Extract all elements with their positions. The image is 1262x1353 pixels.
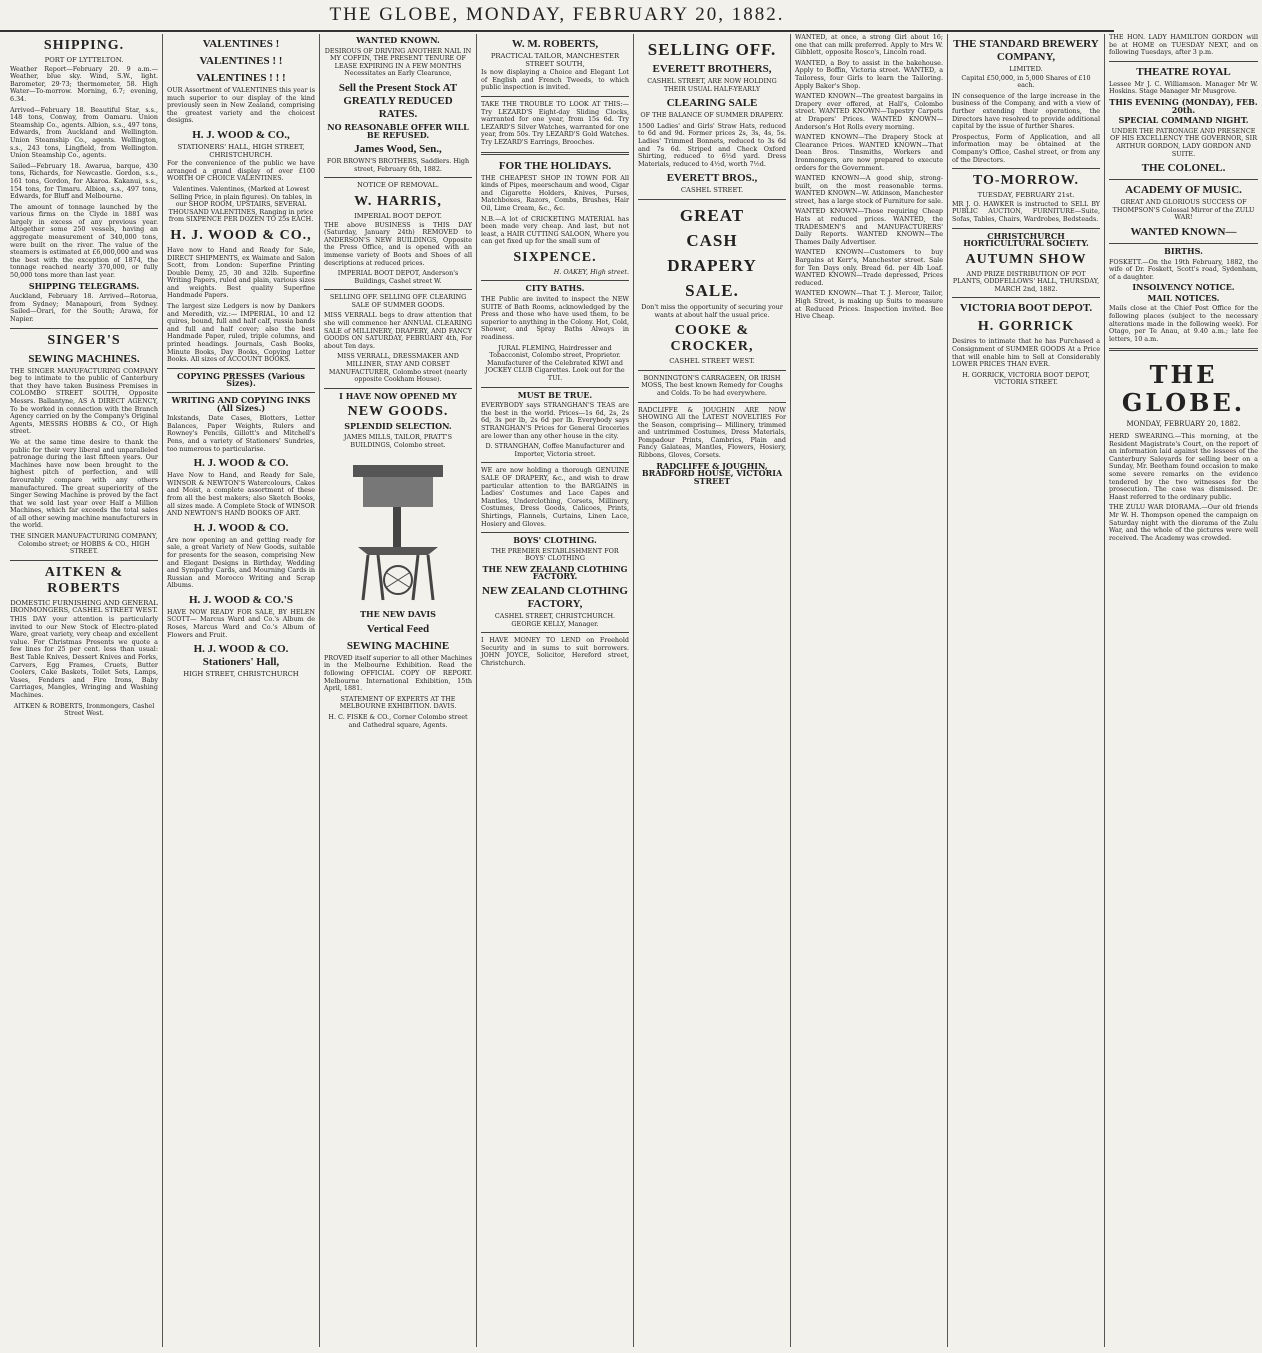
- wood-heading-3: H. J. WOOD & CO.: [193, 457, 289, 470]
- horticultural-heading: CHRISTCHURCH HORTICULTURAL SOCIETY.: [963, 230, 1089, 249]
- shipping-heading: SHIPPING.: [43, 38, 125, 53]
- port-heading: PORT OF LYTTELTON.: [44, 56, 124, 64]
- drapery-heading: DRAPERY: [667, 255, 757, 275]
- oakey-signature: H. OAKEY, High street.: [553, 267, 629, 276]
- james-wood-heading: James Wood, Sen.,: [354, 143, 442, 156]
- wood-heading-1: H. J. WOOD & CO.,: [192, 128, 290, 141]
- divider: [324, 388, 472, 389]
- arrived-list: Arrived—February 18. Beautiful Star, s.s., 148 tons, Conway, from Oamaru. Union Steamship Co., agents. Albion, s.s., 497 tons, Edwards, from Auckland and Wellington. Union Steamship Co., agents. Wellington, s.s., 243 tons, Lingfield, from Wellington. Union Steamship Co., agents.: [10, 105, 158, 160]
- divider: [952, 168, 1100, 169]
- nz-clothing-heading: NEW ZEALAND CLOTHING FACTORY,: [482, 585, 628, 611]
- sixpence-heading: SIXPENCE.: [513, 249, 597, 265]
- column-8: [1105, 34, 1262, 1347]
- divider: [638, 370, 786, 371]
- wanted-list-6: WANTED KNOWN—That T. J. Mercer, Tailor, High Street, is making up Suits to measure at Reduced Prices. Inspection invited. Bee Hive Cheap.: [795, 289, 943, 321]
- jural-fleming: JURAL FLEMING, Hairdresser and Tobacconist, Colombo street, Proprietor. Manufacturer of the Celebrated KIWI and JOCKEY CLUB Cigarettes. Look out for the TUI.: [485, 343, 625, 382]
- wood-heading-2: H. J. WOOD & CO.,: [170, 227, 312, 243]
- singer-body-2: We at the same time desire to thank the public for their very liberal and unparalleled patronage during the last fifteen years. Our Machines have now been brought to the highest pitch of perfection, and will favourably compare with any others manufactured. The great superiority of the Singer Sewing Machine is proved by the fact that we sold last year over Half a Million Machines, which far exceeds the total sales of all other sewing machine manufacturers in the world.: [10, 437, 158, 530]
- cash-heading: CASH: [686, 230, 738, 250]
- column-6: [791, 34, 948, 1347]
- everett-subheading: CASHEL STREET, ARE NOW HOLDING THEIR USUAL HALF-YEARLY: [647, 77, 777, 93]
- divider: [481, 532, 629, 533]
- opened-heading: I HAVE NOW OPENED MY: [339, 390, 457, 401]
- births-body: FOSKETT.—On the 19th February, 1882, the wife of Dr. Foskett, Scott's road, Sydenham, of a daughter.: [1109, 257, 1258, 281]
- divider: [324, 177, 472, 178]
- column-7: [948, 34, 1105, 1347]
- everett-bros-sub: CASHEL STREET.: [680, 186, 744, 195]
- shipping-notes: The amount of tonnage launched by the various firms on the Clyde in 1881 was largely in excess of any previous year. Altogether some 250 vessels, having an aggregate measurement of 340,000 tons, were built on the river. The value of the steamers is estimated at £6,000,000 and was the best with the exception of 1874, the tonnage reached nearly 370,000, or fully 50,000 tons more than last year.: [10, 202, 158, 280]
- gorrick-signature: H. GORRICK, VICTORIA BOOT DEPOT, VICTORIA STREET.: [962, 370, 1090, 387]
- autumn-show-sub: AND PRIZE DISTRIBUTION OF POT PLANTS, ODDFELLOWS' HALL, THURSDAY, MARCH 2nd, 1882.: [952, 269, 1100, 293]
- sewing-machine-illustration: [343, 455, 453, 605]
- births-heading: BIRTHS.: [1164, 245, 1203, 256]
- column-2: [163, 34, 320, 1347]
- selling-off-heading: SELLING OFF.: [647, 40, 777, 59]
- divider: [481, 152, 629, 155]
- davis-heading: THE NEW DAVIS: [360, 609, 436, 620]
- removal-notice: NOTICE OF REMOVAL.: [356, 181, 440, 190]
- harris-body: THE above BUSINESS is THIS DAY (Saturday, January 24th) REMOVED to ANDERSON'S NEW BUILDINGS, Opposite the Press Office, and is opened with an immense variety of Boots and Shoes of all descriptions at reduced prices.: [324, 220, 472, 267]
- valentines-body: OUR Assortment of VALENTINES this year is much superior to our display of the kind previously seen in New Zealand, comprising the greatest variety and the choicest designs.: [167, 86, 315, 125]
- wanted-list-2: WANTED KNOWN—The Drapery Stock at Clearance Prices. WANTED KNOWN—That Dean Bros. Tinsmiths, Workers and Ironmongers, are now prepared to execute orders for the Government.: [795, 133, 943, 172]
- radcliffe-body: RADCLIFFE & JOUGHIN ARE NOW SHOWING All the LATEST NOVELTIES For the Season, comprising— Millinery, trimmed and untrimmed Costumes, Dress Materials, Pompadour Prints, Cambrics, Plain and Fancy Galateas, Mantles, Flowers, Hosiery, Ribbons, Gloves, Corsets.: [638, 405, 786, 460]
- aitken-body: THIS DAY your attention is particularly invited to our New Stock of Electro-plated Ware, great variety, very cheap and excellent value. For Christmas Presents we quote a few lines for 25 per cent. less than usual: Best Table Knives, Dessert Knives and Forks, Carvers, Egg Frames, Cruets, Butter Coolers, Cake Baskets, Toilet Sets, Lamps, Vases, Fenders and Fire Irons, Baby Carriages, Mangles, Wringing and Washing Machines.: [10, 615, 158, 699]
- selling-off: SELLING OFF. SELLING OFF. CLEARING SALE OF SUMMER GOODS.: [329, 293, 467, 309]
- wood-body-4: Are now opening an and getting ready for sale, a great Variety of New Goods, suitable for presents for the season, comprising New and Elegant Designs in Birthday, Wedding and Sympathy Cards, and Mourning Cards in Russian and Morocco Writing and Scrap Albums.: [167, 535, 315, 590]
- academy-heading: ACADEMY OF MUSIC.: [1125, 184, 1242, 197]
- stranghan-signature: D. STRANGHAN, Coffee Manufacturer and Importer, Victoria street.: [485, 442, 625, 458]
- divider: [1109, 179, 1258, 180]
- singer-body: THE SINGER MANUFACTURING COMPANY beg to intimate to the public of Canterbury that they have taken Business Premises in COLOMBO STREET SOUTH, Opposite Messrs. Ballantyne, AS A DIRECT AGENCY, To be worked in connection with the Branch Agency carried on by the Company's Original Agents, MESSRS HOBBS & CO., Of High street.: [10, 366, 158, 436]
- autumn-show-heading: AUTUMN SHOW: [965, 251, 1087, 267]
- weather-report: Weather Report—February 20. 9 a.m.—Weather, blue sky. Wind, S.W., light. Barometer, 29·73; thermometer, 58. High Water—To-morrow. Morning, 6.7; evening, 6.34.: [10, 64, 158, 103]
- verrall-body: MISS VERRALL begs to draw attention that she will commence her ANNUAL CLEARING SALE of MILLINERY, DRAPERY, AND FANCY GOODS ON SATURDAY, FEBRUARY 4th, For about Ten days.: [324, 311, 472, 350]
- fiske-signature: H. C. FISKE & CO., Corner Colombo street and Cathedral square, Agents.: [328, 712, 468, 729]
- ledgers-body: The largest size Ledgers is now by Dankers and Meredith, viz.:— IMPERIAL, 10 and 12 quires, bound, full and half calf, russia bands and full and half cover; also the best Handmade Paper, ruled, triple columns, and printed headings. Journals, Cash Books, Minute Books, Day Books, Copying Letter Books. All sizes of ACCOUNT BOOKS.: [167, 302, 315, 364]
- gorrick-body: Desires to intimate that he has Purchased a Consignment of SUMMER GOODS At a Price that will enable him to Sell at Considerably LOWER PRICES THAN EVER.: [952, 337, 1100, 369]
- davis-statement: STATEMENT OF EXPERTS AT THE MELBOURNE EXHIBITION. DAVIS.: [339, 694, 457, 711]
- divider: [10, 328, 158, 329]
- divider: [167, 368, 315, 369]
- wood-subheading-6: HIGH STREET, CHRISTCHURCH: [183, 670, 299, 679]
- limited-label: LIMITED.: [1009, 65, 1043, 73]
- column-1: [6, 34, 163, 1347]
- mail-heading: MAIL NOTICES.: [1147, 292, 1220, 303]
- lady-gordon-notice: THE HON. LADY HAMILTON GORDON will be at HOME on TUESDAY NEXT, and on following Tuesdays, after 3 p.m.: [1109, 33, 1258, 57]
- harris-signature: IMPERIAL BOOT DEPOT, Anderson's Buildings, Cashel street W.: [337, 269, 459, 285]
- james-wood-sub: FOR BROWN'S BROTHERS, Saddlers. High street, February 6th, 1882.: [326, 157, 470, 173]
- prospectus: Prospectus, Form of Application, and all information may be obtained at the Company's Office, Cashel street, or from any of the Directors.: [952, 132, 1100, 164]
- wanted-known-heading: WANTED KNOWN—: [1130, 225, 1237, 238]
- aitken-heading: AITKEN & ROBERTS: [44, 564, 124, 596]
- divider: [481, 387, 629, 388]
- new-goods-heading: NEW GOODS.: [347, 404, 449, 420]
- davis-title: SEWING MACHINE: [346, 639, 450, 652]
- sell-stock-heading: Sell the Present Stock AT GREATLY REDUCED RATES.: [338, 81, 458, 120]
- divider: [481, 280, 629, 281]
- capital: Capital £50,000, in 5,000 Shares of £10 each.: [961, 73, 1091, 90]
- must-be-true: MUST BE TRUE.: [517, 389, 593, 400]
- wood-subheading-1: STATIONERS' HALL, HIGH STREET, CHRISTCHURCH.: [177, 142, 305, 159]
- masthead: THE GLOBE, MONDAY, FEBRUARY 20, 1882.: [0, 0, 1114, 32]
- special-command: SPECIAL COMMAND NIGHT.: [1118, 115, 1249, 126]
- tomorrow-sub: TUESDAY, FEBRUARY 21st.: [977, 191, 1075, 200]
- verrall-signature: MISS VERRALL, DRESSMAKER AND MILLINER, STAY AND CORSET MANUFACTURER, Colombo street (nearly opposite Cookham House).: [328, 352, 468, 384]
- valentines-stock: For the convenience of the public we have arranged a grand display of over £100 WORTH OF CHOICE VALENTINES.: [167, 159, 315, 183]
- bonnington-ad: BONNINGTON'S CARRAGEEN, OR IRISH MOSS, The best known Remedy for Coughs and Colds. To be had everywhere.: [641, 373, 783, 397]
- globe-editorial-2: THE ZULU WAR DIORAMA.—Our old friends Mr W. H. Thompson opened the campaign on Saturday night with the diorama of the Zulu War, and the whole of the pictures were well received. The Academy was crowded.: [1109, 503, 1258, 542]
- standard-body: IN consequence of the large increase in the business of the Company, and with a view of further extending their operations, the Directors have resolved to provide additional capital by the issue of further Shares.: [952, 91, 1100, 131]
- clothing-factory: THE NEW ZEALAND CLOTHING FACTORY.: [482, 563, 628, 582]
- telegrams-heading: SHIPPING TELEGRAMS.: [28, 280, 140, 291]
- valentines-heading-3: VALENTINES ! ! !: [196, 72, 286, 84]
- everett-body: 1500 Ladies' and Girls' Straw Hats, reduced to 6d and 9d. Former prices 2s, 3s, 4s, 5s. Ladies' Trimmed Bonnets, reduced to 3s 6d and 7s 6d. Striped and Check Oxford Shirting, reduced to 6½d yard. Dress Materials, reduced to 4½d, worth 7½d.: [638, 121, 786, 168]
- wood-body-5: HAVE NOW READY FOR SALE, BY HELEN SCOTT— Marcus Ward and Co.'s Album de Roses, Marcus Ward and Co.'s Album of Flowers and Fruit.: [167, 607, 315, 639]
- everett-heading: EVERETT BROTHERS,: [652, 63, 772, 75]
- holidays-heading: FOR THE HOLIDAYS.: [498, 159, 612, 172]
- zulu-war: GREAT AND GLORIOUS SUCCESS OF THOMPSON'S Colossal Mirror of the ZULU WAR!: [1112, 198, 1255, 222]
- cheapest-shop: THE CHEAPEST SHOP IN TOWN FOR All kinds of Pipes, meerschaum and wood, Cigar and Cigarette Holders, Knives, Purses, Matchboxes, Razors, Combs, Brushes, Hair Oil, Lime Cream, &c., &c.: [481, 173, 629, 212]
- singer-heading: SINGER'S: [47, 332, 121, 348]
- wanted-body: WANTED, a Boy to assist in the bakehouse. Apply to Boffin, Victoria street. WANTED, a Tailoress, four Girls to learn the Tailoring. Apply Baker's Shop.: [795, 58, 943, 90]
- wood-body-2: Have now to Hand and Ready for Sale, DIRECT SHIPMENTS, ex Waimate and Salon Scott, from London: Superfine Printing Double Demy, 25, 30 and 32lb. Superfine Writing Papers, ruled and plain, various sizes and weights. Best quality Superfine Handmade Papers.: [167, 245, 315, 300]
- wanted-known-heading: WANTED KNOWN.: [356, 35, 440, 45]
- divider: [481, 632, 629, 633]
- wood-heading-5: H. J. WOOD & CO.'S: [188, 593, 293, 606]
- wood-heading-6: H. J. WOOD & CO. Stationers' Hall,: [193, 643, 289, 669]
- columns: [6, 33, 1258, 1347]
- telegrams-body: Auckland, February 18. Arrived—Rotorua, from Sydney; Manapouri, from Sydney. Sailed—Orari, for the South; Arawa, for Napier.: [10, 292, 158, 323]
- everett-bros: EVERETT BROS.,: [666, 172, 758, 185]
- davis-subheading: Vertical Feed: [366, 622, 430, 635]
- radcliffe-signature: RADCLIFFE & JOUGHIN, BRADFORD HOUSE, VICTORIA STREET: [641, 460, 783, 486]
- valentines-sale: Valentines. Valentines, (Marked at Lowest Selling Price, in plain figures). On tables, in our SHOP ROOM, UPSTAIRS, SEVERAL THOUSAND VALENTINES, Ranging in price from SIXPENCE PER DOZEN TO 25s EACH.: [168, 184, 314, 224]
- wanted-known-body: DESIROUS OF DRIVING ANOTHER NAIL IN MY COFFIN, THE PRESENT TENURE OF LEASE EXPIRING IN A FEW MONTHS Necessitates an Early Clearance,: [324, 46, 472, 78]
- singer-subheading: SEWING MACHINES.: [28, 352, 140, 365]
- writing-inks: WRITING AND COPYING INKS (All Sizes.): [171, 395, 311, 413]
- aitken-signature: AITKEN & ROBERTS, Ironmongers, Cashel Street West.: [13, 701, 155, 718]
- valentines-heading-2: VALENTINES ! !: [199, 55, 283, 67]
- gorrick-heading: H. GORRICK: [977, 319, 1075, 335]
- harris-subheading: IMPERIAL BOOT DEPOT.: [354, 211, 442, 220]
- column-4: [477, 34, 634, 1347]
- davis-body: PROVED itself superior to all other Machines in the Melbourne Exhibition. Read the following OFFICIAL COPY OF REPORT. Melbourne International Exhibition, 15th April, 1881.: [324, 653, 472, 693]
- cooke-crocker-heading: COOKE & CROCKER,: [670, 323, 754, 355]
- divider: [952, 228, 1100, 229]
- nz-clothing-sub: CASHEL STREET, CHRISTCHURCH. GEORGE KELLY, Manager.: [494, 612, 616, 628]
- hair-cutting: N.B.—A lot of CRICKETING MATERIAL has been made very cheap. And last, but not least, a HAIR CUTTING SALOON, Where you can get fixed up for the small sum of: [481, 214, 629, 246]
- globe-date: MONDAY, FEBRUARY 20, 1882.: [1126, 420, 1241, 429]
- balance-summer: OF THE BALANCE OF SUMMER DRAPERY.: [640, 111, 784, 120]
- wanted-intro: WANTED, at once, a strong Girl about 16; one that can milk preferred. Apply to Mrs W. Gibblett, opposite Rosco's, Lincoln road.: [795, 33, 943, 57]
- this-evening: THIS EVENING (MONDAY), FEB. 20th.: [1109, 96, 1258, 115]
- cooke-crocker-sub: CASHEL STREET WEST.: [669, 357, 755, 366]
- wood-heading-4: H. J. WOOD & CO.: [193, 521, 289, 534]
- divider: [952, 297, 1100, 298]
- victoria-boot-heading: VICTORIA BOOT DEPOT.: [959, 302, 1093, 315]
- globe-heading: THE GLOBE.: [1121, 360, 1246, 418]
- roberts-subheading: PRACTICAL TAILOR, MANCHESTER STREET SOUTH,: [490, 52, 620, 68]
- harris-heading: W. HARRIS,: [354, 193, 442, 209]
- divider: [481, 96, 629, 97]
- tomorrow-heading: TO-MORROW.: [972, 173, 1080, 189]
- no-offer-refused: NO REASONABLE OFFER WILL BE REFUSED.: [327, 121, 469, 140]
- james-mills: JAMES MILLS, TAILOR, PRATT'S BUILDINGS, Colombo street.: [343, 433, 453, 449]
- divider: [1109, 61, 1258, 62]
- genuine-sale: WE are now holding a thorough GENUINE SALE OF DRAPERY, &c., and wish to draw particular attention to the BARGAINS in Ladies' Costumes and Lace Capes and Mantles, Underclothing, Corsets, Millinery, Costumes, Dress Goods, Calicoes, Prints, Shirtings, Flannels, Curtains, Linen Lace, Hosiery and Gloves.: [481, 466, 629, 528]
- wood-body-3: Have Now to Hand, and Ready for Sale, WINSOR & NEWTON'S Watercolours, Cakes and Moist, a complete assortment of these from all the best makers; also Sketch Books, all sizes made. A Complete Stock of WINSOR AND NEWTON'S HAND BOOKS OF ART.: [167, 471, 315, 518]
- copying-presses: COPYING PRESSES (Various Sizes).: [177, 370, 305, 389]
- great-heading: GREAT: [679, 205, 745, 225]
- roberts-heading: W. M. ROBERTS,: [511, 38, 599, 50]
- premier-establishment: THE PREMIER ESTABLISHMENT FOR BOYS' CLOTHING: [491, 546, 619, 563]
- theatre-staff: Lessee Mr J. C. Williamson. Manager Mr W. Hoskins. Stage Manager Mr Musgrove.: [1109, 79, 1258, 96]
- city-baths-heading: CITY BATHS.: [525, 283, 585, 294]
- aitken-subheading: DOMESTIC FURNISHING AND GENERAL IRONMONGERS, CASHEL STREET WEST.: [10, 598, 158, 615]
- standard-brewery-heading: THE STANDARD BREWERY COMPANY,: [953, 38, 1099, 63]
- the-colonel: THE COLONEL.: [1141, 162, 1226, 175]
- wanted-list-4: WANTED KNOWN—Those requiring Cheap Hats at reduced prices. WANTED, the TRADESMEN'S and MANUFACTURERS' Daily Reports. WANTED KNOWN—The Thames Daily Advertiser.: [795, 207, 943, 246]
- city-baths-body: THE Public are invited to inspect the NEW SUITE of Bath Rooms, acknowledged by the Press and those who have used them, to be superior to anything in the Colony. Hot, Cold, Shower, and Spray Baths Always in readiness.: [481, 295, 629, 342]
- divider: [1109, 243, 1258, 244]
- divider: [1109, 348, 1258, 351]
- sailed-list: Sailed—February 18. Awarua, barque, 430 tons, Richards, for Newcastle. Gordon, s.s., 161 tons, Gordon, for Akaroa. Kakanui, s.s., 154 tons, for Timaru. Albion, s.s., 497 tons, Edwards, for Bluff and Melbourne.: [10, 161, 158, 201]
- clearing-sale-heading: CLEARING SALE: [666, 97, 758, 110]
- hawker-auction: MR J. O. HAWKER is instructed to SELL BY PUBLIC AUCTION, FURNITURE—Suite, Sofas, Tables, Chairs, Wardrobes, Bedsteads.: [952, 199, 1100, 223]
- insolvency-heading: INSOLVENCY NOTICE.: [1132, 282, 1235, 293]
- singer-signature: THE SINGER MANUFACTURING COMPANY, Colombo street; or HOBBS & CO., HIGH STREET.: [10, 532, 158, 556]
- divider: [638, 402, 786, 403]
- inks-body: Inkstands, Date Cases, Blotters, Letter Balances, Paper Weights, Rulers and Rowney's Pencils, Gillott's and Mitchell's Pens, and a variety of Stationers' Sundries, too numerous to particularise.: [167, 414, 315, 453]
- dont-miss: Don't miss the opportunity of securing your wants at about half the usual price.: [641, 302, 783, 319]
- wanted-list-1: WANTED KNOWN—The greatest bargains in Drapery ever offered, at Hall's, Colombo street. WANTED KNOWN—Tapestry Carpets at Drapers' Prices. WANTED KNOWN—Anderson's Hot Rolls every morning.: [795, 92, 943, 131]
- splendid-selection: SPLENDID SELECTION.: [344, 421, 452, 432]
- column-5: [634, 34, 791, 1347]
- wanted-list-3: WANTED KNOWN—A good ship, strong-built, on the most reasonable terms. WANTED KNOWN—W. Atkinson, Manchester street, has a large stock of Furniture for sale.: [795, 174, 943, 205]
- money-to-lend: I HAVE MONEY TO LEND on Freehold Security and in sums to suit borrowers. JOHN JOYCE, Solicitor, Hereford street, Christchurch.: [481, 636, 629, 668]
- patronage: UNDER THE PATRONAGE AND PRESENCE OF HIS EXCELLENCY THE GOVERNOR, SIR ARTHUR GORDON, LADY GORDON AND SUITE.: [1109, 126, 1258, 158]
- wanted-list-5: WANTED KNOWN—Customers to buy Bargains at Kerr's, Manchester street. Sale for Ten Days only. Bread 6d. per 4lb Loaf. WANTED KNOWN—Trade depressed, Prices reduced.: [795, 248, 943, 287]
- divider: [481, 462, 629, 463]
- roberts-body: Is now displaying a Choice and Elegant Lot of English and French Tweeds, to which public inspection is invited.: [481, 68, 629, 92]
- theatre-royal-heading: THEATRE ROYAL: [1136, 65, 1231, 78]
- sale-heading: SALE.: [685, 280, 739, 300]
- column-3: [320, 34, 477, 1347]
- mail-body: Mails close at the Chief Post Office for the following places (subject to the necessary alterations made in the following week). For Otago, per Te Anau, at 9.40 a.m.; late fee letters, 10 a.m.: [1109, 304, 1258, 343]
- lezard-ad: TAKE THE TROUBLE TO LOOK AT THIS:— Try LEZARD'S Eight-day Sliding Clocks, warranted for one year, from 15s 6d. Try LEZARD'S Silver Watches, warranted for one year, from 50s. Try LEZARD'S Gold Watches. Try LEZARD'S Earrings, Brooches.: [481, 99, 629, 146]
- divider: [638, 199, 786, 200]
- valentines-heading-1: VALENTINES !: [202, 38, 280, 50]
- boys-clothing: BOYS' CLOTHING.: [513, 535, 597, 546]
- divider: [10, 560, 158, 561]
- divider: [324, 289, 472, 290]
- divider: [167, 392, 315, 393]
- stranghan-body: EVERYBODY says STRANGHAN'S TEAS are the best in the world. Prices—1s 6d, 2s, 2s 6d, 3s per lb, 2s 6d per lb. Everybody says STRANGHAN'S Prices for General Groceries are lower than any other house in the city.: [481, 401, 629, 440]
- globe-editorial: HERD SWEARING.—This morning, at the Resident Magistrate's Court, on the report of an information laid against the lessees of the Canterbury Saleyards for selling beer on a Sunday, Mr. Beetham found occasion to make some severe remarks on the evidence tendered by the two witnesses for the prosecution. The case was dismissed. Dr. Haast referred to the ordinary public.: [1109, 432, 1258, 501]
